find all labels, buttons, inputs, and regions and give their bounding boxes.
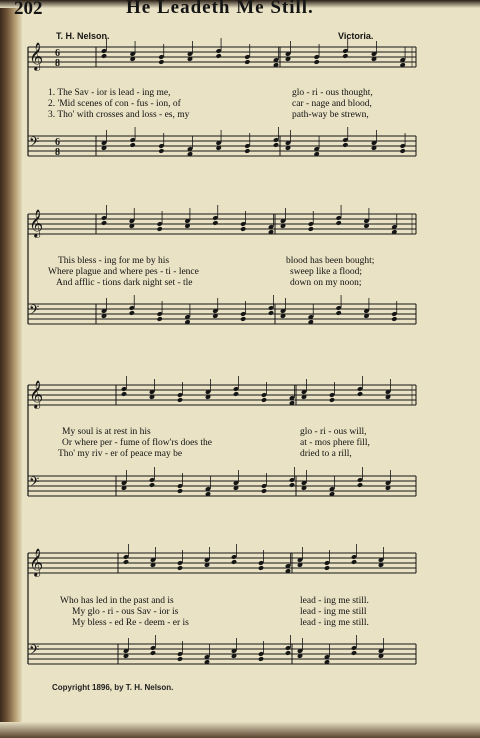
note-head <box>351 650 357 656</box>
lyric-line: Who has led in the past and is <box>60 596 174 606</box>
lyric-line: at - mos phere fill, <box>300 438 370 448</box>
note-head <box>400 148 406 154</box>
lyric-line: And afflic - tions dark night set - tle <box>56 278 193 288</box>
note-head <box>329 397 335 403</box>
note-head <box>130 142 136 148</box>
note-head <box>324 565 330 571</box>
note-head <box>101 220 107 226</box>
note-head <box>342 53 348 59</box>
page-number: 202 <box>14 0 43 19</box>
note-head <box>289 482 295 488</box>
note-head <box>158 59 164 65</box>
note-head <box>285 650 291 656</box>
lyric-line: lead - ing me still. <box>300 596 369 606</box>
time-sig-bottom: 8 <box>55 58 60 69</box>
copyright-notice: Copyright 1896, by T. H. Nelson. <box>52 683 174 692</box>
note-head <box>101 53 107 59</box>
note-head <box>351 559 357 565</box>
note-head <box>240 226 246 232</box>
author-credit: T. H. Nelson. <box>56 31 110 41</box>
lyric-line: Where plague and where pes - ti - lence <box>48 267 199 277</box>
treble-clef: 𝄞 <box>29 42 44 70</box>
note-head <box>231 559 237 565</box>
lyric-line: path-way be strewn, <box>292 110 369 120</box>
note-head <box>157 316 163 322</box>
note-head <box>177 488 183 494</box>
lyric-line: glo - ri - ous will, <box>300 427 367 437</box>
lyric-line: 3. Tho' with crosses and loss - es, my <box>48 110 190 120</box>
bass-clef: 𝄢 <box>29 134 40 153</box>
treble-clef: 𝄞 <box>29 209 44 237</box>
note-head <box>261 397 267 403</box>
note-head <box>123 559 129 565</box>
note-head <box>391 316 397 322</box>
note-head <box>268 310 274 316</box>
note-head <box>212 220 218 226</box>
treble-clef: 𝄞 <box>29 380 44 408</box>
lyric-line: down on my noon; <box>290 278 362 288</box>
bass-clef: 𝄢 <box>29 302 40 321</box>
hymn-title: He Leadeth Me Still. <box>126 0 314 18</box>
lyric-line: 2. 'Mid scenes of con - fus - ion, of <box>48 99 181 109</box>
time-sig-bottom: 8 <box>55 147 60 158</box>
lyric-line: Tho' my riv - er of peace may be <box>58 449 183 459</box>
note-head <box>121 391 127 397</box>
treble-clef: 𝄞 <box>29 548 44 576</box>
note-head <box>336 220 342 226</box>
note-head <box>273 142 279 148</box>
note-head <box>258 656 264 662</box>
lyric-line: My bless - ed Re - deem - er is <box>72 618 189 628</box>
lyric-line: This bless - ing for me by his <box>58 256 170 266</box>
lyric-line: Or where per - fume of flow'rs does the <box>62 438 212 448</box>
time-sig-top: 6 <box>55 48 60 59</box>
note-head <box>342 142 348 148</box>
lyric-line: blood has been bought; <box>286 256 375 266</box>
note-head <box>158 148 164 154</box>
lyric-line: 1. The Sav - ior is lead - ing me, <box>48 88 171 98</box>
lyric-line: lead - ing me still. <box>300 618 369 628</box>
note-head <box>216 53 222 59</box>
note-head <box>244 59 250 65</box>
note-head <box>261 488 267 494</box>
note-head <box>129 310 135 316</box>
lyric-line: sweep like a flood; <box>290 267 363 277</box>
note-head <box>357 482 363 488</box>
note-head <box>157 226 163 232</box>
note-head <box>177 565 183 571</box>
lyric-line: lead - ing me still <box>300 607 367 617</box>
lyric-line: My soul is at rest in his <box>62 427 151 437</box>
note-head <box>149 482 155 488</box>
note-head <box>244 148 250 154</box>
note-head <box>177 656 183 662</box>
lyric-line: glo - ri - ous thought, <box>292 88 373 98</box>
note-head <box>308 226 314 232</box>
note-head <box>233 391 239 397</box>
note-head <box>150 650 156 656</box>
time-sig-top: 6 <box>55 137 60 148</box>
note-head <box>240 316 246 322</box>
bass-clef: 𝄢 <box>29 642 40 661</box>
note-head <box>258 565 264 571</box>
note-head <box>357 391 363 397</box>
note-head <box>314 59 320 65</box>
lyric-line: My glo - ri - ous Sav - ior is <box>72 607 179 617</box>
bass-clef: 𝄢 <box>29 474 40 493</box>
tune-name: Victoria. <box>338 31 374 41</box>
note-head <box>177 397 183 403</box>
lyric-line: dried to a rill, <box>300 449 352 459</box>
lyric-line: car - nage and blood, <box>292 99 372 109</box>
note-head <box>336 310 342 316</box>
